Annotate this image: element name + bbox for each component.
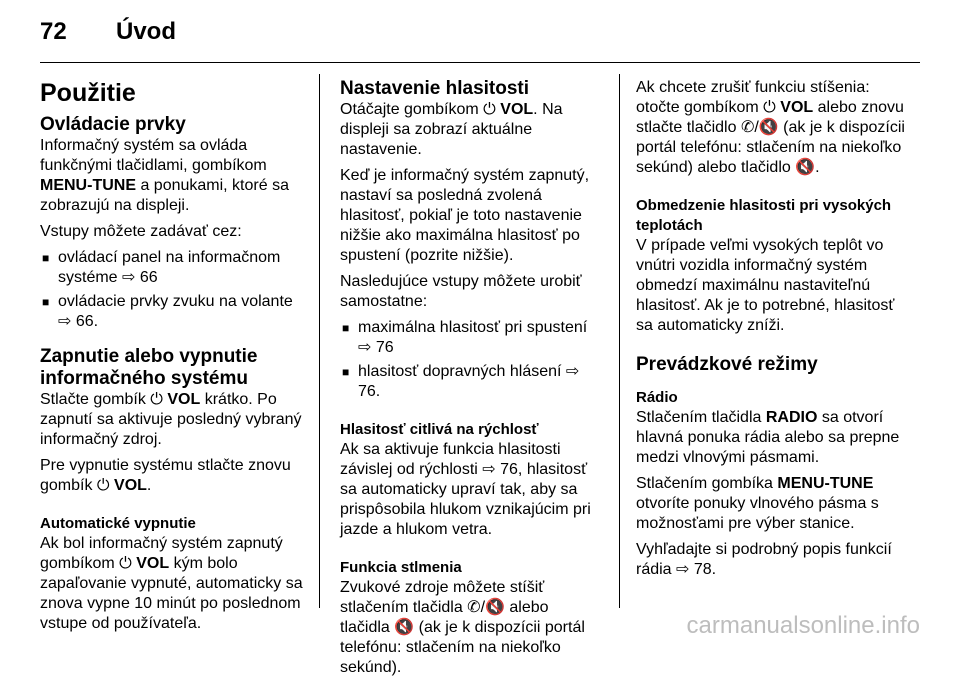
section-title: Úvod <box>116 18 176 45</box>
controls-list <box>40 248 308 332</box>
text: Otáčajte gombíkom ⏻ <box>340 101 501 118</box>
volume-paragraph-3: Nasledujúce vstupy môžete urobiť samostatne: <box>340 273 582 310</box>
text: Stlačte gombík ⏻ <box>40 391 168 408</box>
list-item: ■ ovládací panel na informačnom systéme ⇨ 66 <box>40 248 308 288</box>
temperature-paragraph: V prípade veľmi vysokých teplôt vo vnútri vozidla informačný systém obmedzí maximálnu nastaviteľnú hlasitosť. Ak je to potrebné, hlasitosť sa automaticky zníži. <box>636 237 895 334</box>
bold-term: VOL <box>500 101 534 118</box>
main-heading: Použitie <box>40 79 136 107</box>
controls-heading: Ovládacie prvky <box>40 114 186 135</box>
text: krátko. Po zapnutí sa aktivuje posledný vybraný informačný zdroj. <box>40 391 302 448</box>
bold-term: MENU-TUNE <box>40 177 136 194</box>
volume-paragraph-1 <box>340 100 602 160</box>
speed-volume-heading: Hlasitosť citlivá na rýchlosť <box>340 421 539 438</box>
text: Stlačením tlačidla <box>636 409 766 426</box>
page-number: 72 <box>40 18 67 45</box>
text: Ak chcete zrušiť funkciu stíšenia: otočte gombíkom ⏻ <box>636 79 870 116</box>
text: kým bolo zapaľovanie vypnuté, automaticky sa znova vypne 10 minút po poslednom vstupe od používateľa. <box>40 555 303 632</box>
column-divider-1 <box>319 74 320 608</box>
text: otvoríte ponuky vlnového pásma s možnosťami pre výber stanice. <box>636 495 879 532</box>
radio-paragraph-3: Vyhľadajte si podrobný popis funkcií rádia ⇨ 78. <box>636 541 892 578</box>
volume-paragraph-2: Keď je informačný systém zapnutý, nastaví sa posledná zvolená hlasitosť, pokiaľ je toto nastavenie nižšie ako maximálna hlasitosť po spustení (pozrite nižšie). <box>340 167 590 264</box>
auto-off-paragraph <box>40 534 308 634</box>
text: . <box>146 477 152 494</box>
unmute-paragraph <box>636 78 908 178</box>
header-rule <box>40 62 920 63</box>
controls-paragraph <box>40 136 308 216</box>
auto-off-heading: Automatické vypnutie <box>40 515 196 532</box>
power-paragraph-2 <box>40 456 308 496</box>
bold-term: RADIO <box>765 409 818 426</box>
mute-heading: Funkcia stlmenia <box>340 559 462 576</box>
bold-term: VOL <box>136 555 170 572</box>
column-2 <box>340 78 602 684</box>
list-item: ■ hlasitosť dopravných hlásení ⇨ 76. <box>340 362 602 402</box>
modes-heading: Prevádzkové režimy <box>636 354 818 375</box>
bold-term: VOL <box>167 391 201 408</box>
radio-heading: Rádio <box>636 389 678 406</box>
text: Ak bol informačný systém zapnutý gombíkom ⏻ <box>40 535 283 572</box>
radio-paragraph-2 <box>636 474 908 534</box>
bold-term: MENU-TUNE <box>777 475 874 492</box>
mute-paragraph: Zvukové zdroje môžete stíšiť stlačením tlačidla ✆/🔇 alebo tlačidla 🔇 (ak je k dispozícii portál telefónu: stlačením na niekoľko sekúnd). <box>340 579 585 676</box>
text: . Na displeji sa zobrazí aktuálne nastavenie. <box>340 101 563 158</box>
watermark: carmanualsonline.info <box>686 612 920 639</box>
column-3 <box>636 78 908 586</box>
text: sa otvorí hlavná ponuka rádia alebo sa prepne medzi vlnovými pásmami. <box>636 409 900 466</box>
bold-term: VOL <box>780 99 814 116</box>
volume-list <box>340 318 602 402</box>
text: Informačný systém sa ovláda funkčnými tlačidlami, gombíkom <box>40 137 267 174</box>
page-header <box>40 18 176 46</box>
text: a ponukami, ktoré sa zobrazujú na displeji. <box>40 177 289 214</box>
speed-volume-paragraph: Ak sa aktivuje funkcia hlasitosti závislej od rýchlosti ⇨ 76, hlasitosť sa automaticky upraví tak, aby sa prispôsobila hlukom vznikajúcim pri jazde a hlukom vetra. <box>340 441 591 538</box>
text: alebo znovu stlačte tlačidlo ✆/🔇 (ak je k dispozícii portál telefónu: stlačením na niekoľko sekúnd) alebo tlačidlo 🔇. <box>636 99 905 176</box>
power-heading: Zapnutie alebo vypnutie informačného systému <box>40 346 258 389</box>
list-item: ■ maximálna hlasitosť pri spustení ⇨ 76 <box>340 318 602 358</box>
temperature-heading: Obmedzenie hlasitosti pri vysokých teplotách <box>636 197 892 234</box>
column-divider-2 <box>619 74 620 608</box>
list-item: ■ ovládacie prvky zvuku na volante ⇨ 66. <box>40 292 308 332</box>
volume-heading: Nastavenie hlasitosti <box>340 78 530 99</box>
controls-inputs-intro: Vstupy môžete zadávať cez: <box>40 223 242 240</box>
column-1 <box>40 78 308 640</box>
text: Pre vypnutie systému stlačte znovu gombík ⏻ <box>40 457 291 494</box>
bold-term: VOL <box>114 477 147 494</box>
text: Stlačením gombíka <box>636 475 778 492</box>
radio-paragraph-1 <box>636 408 908 468</box>
power-paragraph-1 <box>40 390 308 450</box>
